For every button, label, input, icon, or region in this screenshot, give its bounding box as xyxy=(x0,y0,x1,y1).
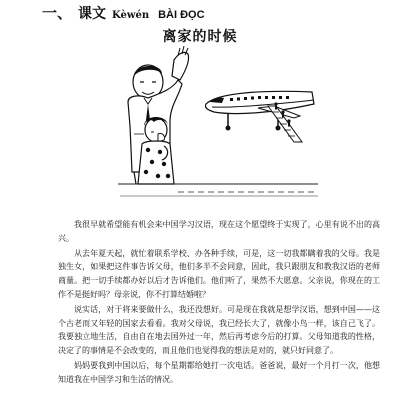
section-title-vietnamese: BÀI ĐỌC xyxy=(158,9,205,21)
paragraph-2: 从去年夏天起，就忙着联系学校、办各种手续，可是，这一切我都瞒着我的父母。我是独生女，如果把这件事告诉父母，他们多半不会同意，因此，我只跟朋友和教我汉语的老师商量。把一切手续都办好以后才告诉他们。他们听了，果然不大愿意。父亲说，你现在的工作不是挺好吗？母亲说，你不打算结婚啦？ xyxy=(58,248,380,299)
paragraph-4: 妈妈要我到中国以后，每个星期都给她打一次电话。爸爸说，最好一个月打一次，他想知道我在中国学习和生活的情况。 xyxy=(58,360,380,384)
section-title-pinyin: Kèwén xyxy=(112,10,150,21)
section-header xyxy=(42,2,205,22)
section-number: 一、 xyxy=(42,4,73,22)
section-title-chinese: 课文 xyxy=(78,6,107,22)
paragraph-1: 我很早就希望能有机会来中国学习汉语，现在这个愿望终于实现了，心里有说不出的高兴。 xyxy=(58,220,380,243)
paragraph-3: 说实话，对于将来要做什么，我还没想好。可是现在我就是想学汉语，想到中国——这个古老而又年轻的国家去看看。我对父母说，我已经长大了，就像小鸟一样，该自己飞了。我要独立地生活，自由自在地去国外过一年，然后再考虑今后的打算。父母知道我的性格，决定了的事情是不会改变的，而且他们也觉得我的想法是对的，就只好同意了。 xyxy=(58,304,380,356)
farewell-illustration-icon xyxy=(118,46,318,202)
lesson-title: 离家的时候 xyxy=(162,29,238,45)
lesson-body-text xyxy=(58,218,380,388)
